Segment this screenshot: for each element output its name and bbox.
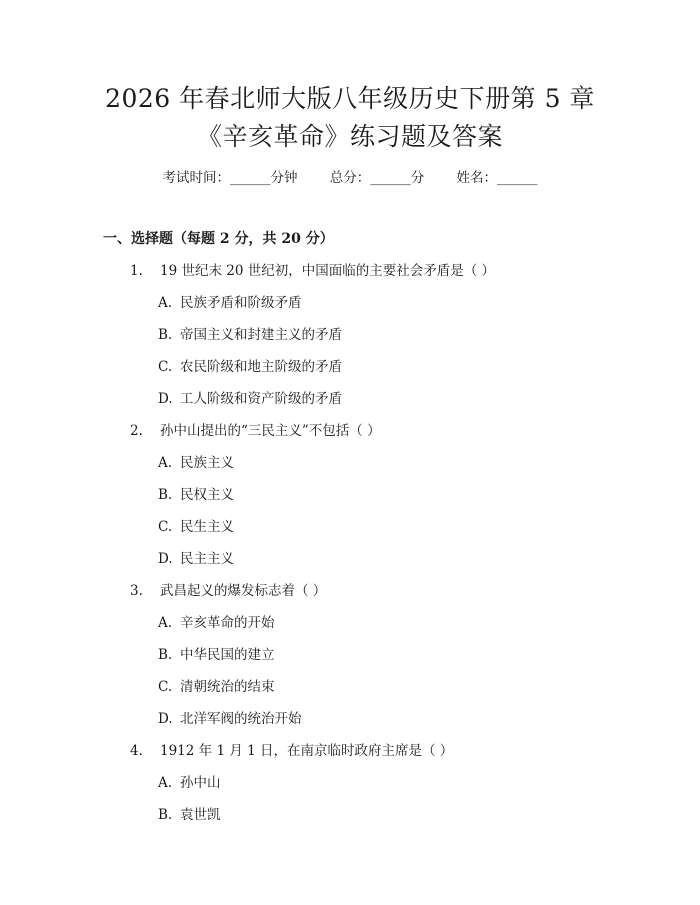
option-letter: D. xyxy=(158,711,173,727)
option-2b xyxy=(158,485,234,505)
option-letter: A. xyxy=(158,295,173,311)
option-text: 孙中山 xyxy=(180,775,221,791)
document-title-line2: 《辛亥革命》练习题及答案 xyxy=(196,122,503,151)
option-text: 民生主义 xyxy=(180,519,234,535)
document-title-line1: 2026 年春北师大版八年级历史下册第 5 章 xyxy=(105,84,595,113)
student-name-field: 姓名：______ xyxy=(456,170,538,186)
question-text: 1912 年 1 月 1 日，在南京临时政府主席是（ ） xyxy=(160,743,454,759)
question-text: 武昌起义的爆发标志着（ ） xyxy=(160,583,327,599)
option-1c xyxy=(158,357,342,377)
option-3a xyxy=(158,613,275,633)
option-3d xyxy=(158,709,302,729)
option-2d xyxy=(158,549,234,569)
option-text: 工人阶级和资产阶级的矛盾 xyxy=(180,391,342,407)
option-letter: C. xyxy=(158,519,173,535)
question-number: 3. xyxy=(130,583,143,599)
option-text: 帝国主义和封建主义的矛盾 xyxy=(180,327,342,343)
section-heading: 一、选择题（每题 2 分，共 20 分） xyxy=(103,231,334,247)
option-letter: B. xyxy=(158,807,173,823)
option-3c xyxy=(158,677,275,697)
option-letter: A. xyxy=(158,455,173,471)
option-letter: B. xyxy=(158,647,173,663)
option-1a xyxy=(158,293,302,313)
option-1d xyxy=(158,389,342,409)
option-text: 中华民国的建立 xyxy=(180,647,275,663)
option-letter: A. xyxy=(158,615,173,631)
exam-info xyxy=(0,168,700,188)
question-number: 4. xyxy=(130,743,143,759)
option-text: 民权主义 xyxy=(180,487,234,503)
option-letter: A. xyxy=(158,775,173,791)
question-4 xyxy=(130,741,453,761)
option-text: 民主主义 xyxy=(180,551,234,567)
option-text: 袁世凯 xyxy=(180,807,221,823)
total-score-field: 总分：______分 xyxy=(329,170,425,186)
question-1 xyxy=(130,261,495,281)
option-4b xyxy=(158,805,221,825)
option-3b xyxy=(158,645,275,665)
question-number: 1. xyxy=(130,263,143,279)
question-text: 孙中山提出的“三民主义”不包括（ ） xyxy=(160,423,381,439)
question-3 xyxy=(130,581,326,601)
exam-time-field: 考试时间：______分钟 xyxy=(162,170,298,186)
option-2a xyxy=(158,453,234,473)
option-text: 北洋军阀的统治开始 xyxy=(180,711,302,727)
option-text: 农民阶级和地主阶级的矛盾 xyxy=(180,359,342,375)
question-number: 2. xyxy=(130,423,143,439)
option-letter: D. xyxy=(158,551,173,567)
option-1b xyxy=(158,325,342,345)
question-text: 19 世纪末 20 世纪初，中国面临的主要社会矛盾是（ ） xyxy=(160,263,496,279)
option-text: 辛亥革命的开始 xyxy=(180,615,275,631)
question-2 xyxy=(130,421,381,441)
option-4a xyxy=(158,773,221,793)
option-letter: D. xyxy=(158,391,173,407)
option-letter: C. xyxy=(158,359,173,375)
option-letter: B. xyxy=(158,487,173,503)
option-text: 民族矛盾和阶级矛盾 xyxy=(180,295,302,311)
option-letter: B. xyxy=(158,327,173,343)
option-text: 清朝统治的结束 xyxy=(180,679,275,695)
option-letter: C. xyxy=(158,679,173,695)
option-text: 民族主义 xyxy=(180,455,234,471)
option-2c xyxy=(158,517,234,537)
